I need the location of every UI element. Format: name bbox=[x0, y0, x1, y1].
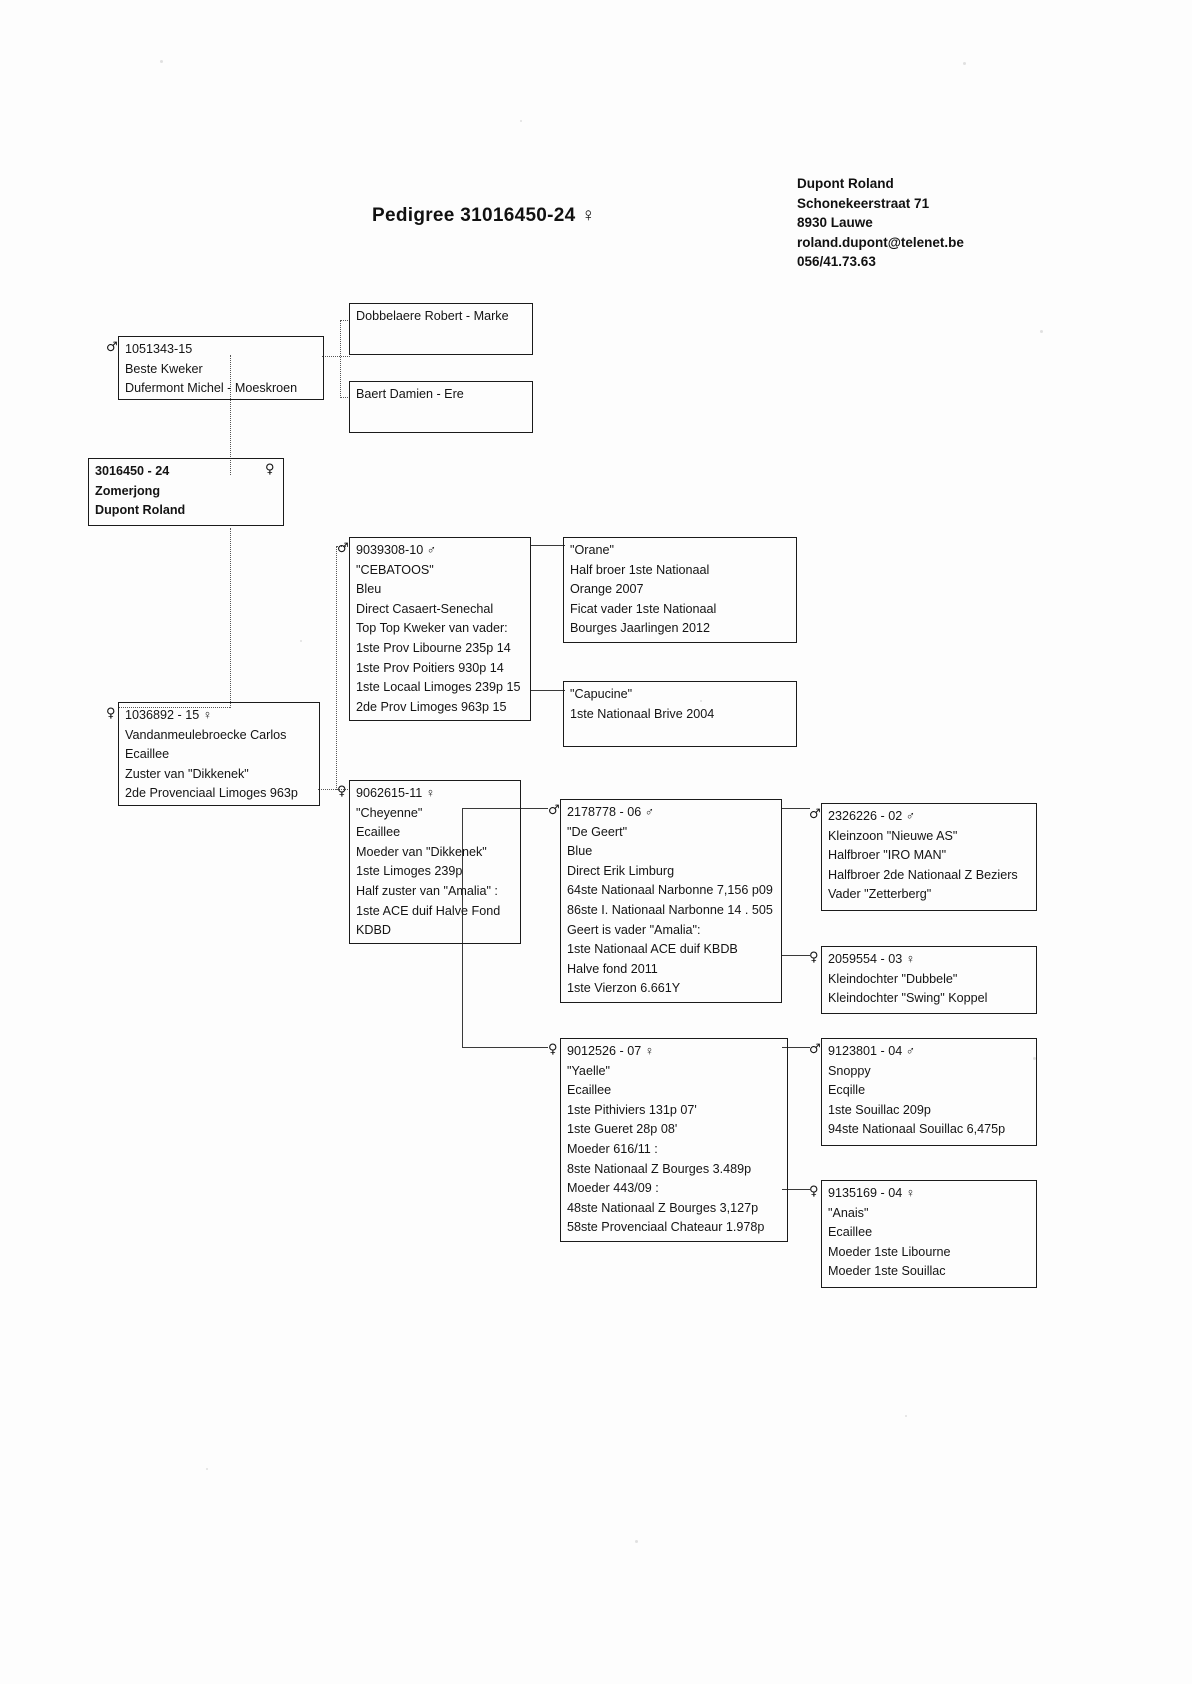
dam-dam-dam-sex-icon: ♀ bbox=[548, 1042, 558, 1057]
dam-line-4: 2de Provenciaal Limoges 963p bbox=[125, 786, 298, 801]
sire-sire-box bbox=[349, 303, 533, 355]
gen4-b-line-2: Kleindochter "Swing" Koppel bbox=[828, 991, 988, 1006]
gen4-b-box bbox=[821, 946, 1037, 1014]
scan-speck bbox=[1040, 330, 1043, 333]
dam-dam-dam-line-6: 8ste Nationaal Z Bourges 3.489p bbox=[567, 1161, 752, 1176]
gen4-b-line-0: 2059554 - 03 ♀ bbox=[828, 952, 916, 966]
dam-sire-line-1: "CEBATOOS" bbox=[356, 562, 434, 577]
gen4-a-line-0: 2326226 - 02 ♂ bbox=[828, 809, 916, 823]
owner-name: Dupont Roland bbox=[797, 176, 894, 191]
dam-dam-dam-line-1: "Yaelle" bbox=[567, 1063, 611, 1078]
scan-speck bbox=[963, 62, 966, 65]
dam-dam-line-7: KDBD bbox=[356, 923, 391, 938]
dam-sire-line-7: 1ste Locaal Limoges 239p 15 bbox=[356, 680, 521, 695]
subject-box bbox=[88, 458, 284, 526]
dam-dam-dam-line-4: 1ste Gueret 28p 08' bbox=[567, 1122, 678, 1137]
connector-sire-children bbox=[322, 356, 350, 357]
sire-line-1: Beste Kweker bbox=[125, 361, 203, 376]
dam-dam-line-1: "Cheyenne" bbox=[356, 805, 423, 820]
gen4-c-box bbox=[821, 1038, 1037, 1146]
dam-sire-line-6: 1ste Prov Poitiers 930p 14 bbox=[356, 660, 504, 675]
dam-line-0: 1036892 - 15 ♀ bbox=[125, 708, 213, 722]
gen4-a-line-2: Halfbroer "IRO MAN" bbox=[828, 848, 947, 863]
dam-dam-dam-line-9: 58ste Provenciaal Chateaur 1.978p bbox=[567, 1220, 765, 1235]
sire-sex-icon: ♂ bbox=[106, 340, 118, 355]
sire-line-2: Dufermont Michel - Moeskroen bbox=[125, 381, 298, 396]
dam-dam-dam-line-2: Ecaillee bbox=[567, 1083, 612, 1098]
dam-dam-box bbox=[349, 780, 521, 944]
connector-gen3sire-b bbox=[782, 955, 810, 956]
gen4-d-line-0: 9135169 - 04 ♀ bbox=[828, 1186, 916, 1200]
sire-sire-line-0: Dobbelaere Robert - Marke bbox=[356, 309, 509, 323]
dam-dam-line-5: Half zuster van "Amalia" : bbox=[356, 883, 498, 898]
subject-id: 3016450 - 24 bbox=[95, 464, 170, 478]
dam-sire-sire-line-3: Ficat vader 1ste Nationaal bbox=[570, 601, 717, 616]
owner-email: roland.dupont@telenet.be bbox=[797, 234, 964, 250]
connector-sire-split bbox=[340, 320, 341, 398]
subject-line-1: Dupont Roland bbox=[95, 503, 186, 518]
gen4-c-line-0: 9123801 - 04 ♂ bbox=[828, 1044, 916, 1058]
dam-sire-line-3: Direct Casaert-Senechal bbox=[356, 601, 494, 616]
scan-speck bbox=[206, 1468, 208, 1470]
dam-sire-sire-box bbox=[563, 537, 797, 643]
dam-dam-sire-line-3: Direct Erik Limburg bbox=[567, 863, 675, 878]
dam-dam-dam-line-5: Moeder 616/11 : bbox=[567, 1141, 658, 1156]
gen4-d-line-3: Moeder 1ste Libourne bbox=[828, 1244, 951, 1259]
dam-dam-sire-line-4: 64ste Nationaal Narbonne 7,156 p09 bbox=[567, 883, 773, 898]
dam-sire-sire-line-2: Orange 2007 bbox=[570, 582, 644, 597]
dam-sire-sex-icon: ♂ bbox=[337, 541, 349, 556]
scan-speck bbox=[520, 120, 522, 122]
gen4-a-box bbox=[821, 803, 1037, 911]
sire-dam-line-0: Baert Damien - Ere bbox=[356, 387, 464, 401]
dam-dam-dam-line-7: Moeder 443/09 : bbox=[567, 1181, 659, 1196]
dam-dam-line-4: 1ste Limoges 239p bbox=[356, 864, 463, 879]
gen4-a-sex-icon: ♂ bbox=[809, 807, 821, 822]
owner-block bbox=[797, 174, 964, 272]
dam-sire-dam-box bbox=[563, 681, 797, 747]
gen4-c-line-2: Ecqille bbox=[828, 1083, 866, 1098]
gen4-c-sex-icon: ♂ bbox=[809, 1042, 821, 1057]
connector-gen3sire-a bbox=[782, 808, 810, 809]
gen4-d-sex-icon: ♀ bbox=[809, 1184, 819, 1199]
dam-sire-dam-line-1: 1ste Nationaal Brive 2004 bbox=[570, 706, 715, 721]
dam-dam-sire-line-7: 1ste Nationaal ACE duif KBDB bbox=[567, 942, 738, 957]
dam-dam-dam-line-3: 1ste Pithiviers 131p 07' bbox=[567, 1102, 697, 1117]
dam-dam-sire-line-6: Geert is vader "Amalia": bbox=[567, 922, 701, 937]
gen4-c-line-4: 94ste Nationaal Souillac 6,475p bbox=[828, 1122, 1006, 1137]
dam-dam-sire-line-1: "De Geert" bbox=[567, 824, 628, 839]
dam-box bbox=[118, 702, 320, 806]
dam-line-3: Zuster van "Dikkenek" bbox=[125, 766, 249, 781]
dam-dam-sire-line-2: Blue bbox=[567, 844, 593, 859]
dam-sire-dam-line-0: "Capucine" bbox=[570, 687, 633, 701]
gen4-d-line-1: "Anais" bbox=[828, 1205, 869, 1220]
dam-dam-line-2: Ecaillee bbox=[356, 825, 401, 840]
dam-line-2: Ecaillee bbox=[125, 747, 170, 762]
page-title: Pedigree 31016450-24 ♀ bbox=[372, 205, 596, 226]
dam-dam-sire-sex-icon: ♂ bbox=[548, 803, 560, 818]
gen4-c-line-1: Snoppy bbox=[828, 1063, 871, 1078]
owner-city: 8930 Lauwe bbox=[797, 215, 873, 230]
dam-sex-icon: ♀ bbox=[106, 706, 116, 721]
gen4-d-line-4: Moeder 1ste Souillac bbox=[828, 1264, 946, 1279]
gen4-b-sex-icon: ♀ bbox=[809, 950, 819, 965]
sire-box bbox=[118, 336, 324, 400]
gen4-a-line-4: Vader "Zetterberg" bbox=[828, 887, 932, 902]
connector-damsire-sire bbox=[530, 545, 565, 546]
gen4-a-line-1: Kleinzoon "Nieuwe AS" bbox=[828, 828, 958, 843]
dam-dam-dam-box bbox=[560, 1038, 788, 1242]
connector-damsire-dam bbox=[530, 690, 565, 691]
gen4-b-line-1: Kleindochter "Dubbele" bbox=[828, 971, 958, 986]
dam-sire-sire-line-4: Bourges Jaarlingen 2012 bbox=[570, 621, 711, 636]
sire-line-0: 1051343-15 bbox=[125, 342, 193, 356]
dam-line-1: Vandanmeulebroecke Carlos bbox=[125, 727, 287, 742]
scan-speck bbox=[905, 1415, 907, 1417]
dam-dam-sire-line-9: 1ste Vierzon 6.661Y bbox=[567, 981, 681, 996]
dam-sire-line-8: 2de Prov Limoges 963p 15 bbox=[356, 699, 507, 714]
gen4-d-line-2: Ecaillee bbox=[828, 1225, 873, 1240]
sire-dam-box bbox=[349, 381, 533, 433]
dam-dam-sire-line-5: 86ste I. Nationaal Narbonne 14 . 505 bbox=[567, 902, 773, 917]
scan-speck bbox=[635, 1540, 638, 1543]
owner-phone: 056/41.73.63 bbox=[797, 254, 876, 269]
dam-dam-line-0: 9062615-11 ♀ bbox=[356, 786, 436, 800]
connector-subject-dam bbox=[230, 528, 231, 708]
dam-dam-sire-line-0: 2178778 - 06 ♂ bbox=[567, 805, 655, 819]
dam-sire-box bbox=[349, 537, 531, 721]
dam-dam-dam-line-8: 48ste Nationaal Z Bourges 3,127p bbox=[567, 1200, 759, 1215]
dam-sire-line-5: 1ste Prov Libourne 235p 14 bbox=[356, 640, 511, 655]
subject-line-0: Zomerjong bbox=[95, 483, 161, 498]
gen4-d-box bbox=[821, 1180, 1037, 1288]
dam-dam-line-6: 1ste ACE duif Halve Fond bbox=[356, 903, 501, 918]
dam-sire-line-0: 9039308-10 ♂ bbox=[356, 543, 437, 557]
dam-dam-line-3: Moeder van "Dikkenek" bbox=[356, 844, 487, 859]
dam-sire-line-4: Top Top Kweker van vader: bbox=[356, 621, 508, 636]
connector-dam-split bbox=[336, 546, 337, 790]
dam-dam-dam-line-0: 9012526 - 07 ♀ bbox=[567, 1044, 655, 1058]
connector-damdam-down bbox=[462, 1047, 548, 1048]
scan-speck bbox=[300, 640, 302, 642]
subject-sex-icon: ♀ bbox=[265, 462, 275, 477]
dam-dam-sire-line-8: Halve fond 2011 bbox=[567, 961, 658, 976]
dam-sire-line-2: Bleu bbox=[356, 582, 382, 597]
gen4-c-line-3: 1ste Souillac 209p bbox=[828, 1102, 931, 1117]
dam-dam-sire-box bbox=[560, 799, 782, 1003]
gen4-a-line-3: Halfbroer 2de Nationaal Z Beziers bbox=[828, 867, 1018, 882]
scan-speck bbox=[160, 60, 163, 63]
owner-street: Schonekeerstraat 71 bbox=[797, 195, 930, 211]
dam-sire-sire-line-0: "Orane" bbox=[570, 543, 614, 557]
dam-dam-sex-icon: ♀ bbox=[337, 784, 347, 799]
dam-sire-sire-line-1: Half broer 1ste Nationaal bbox=[570, 562, 710, 577]
